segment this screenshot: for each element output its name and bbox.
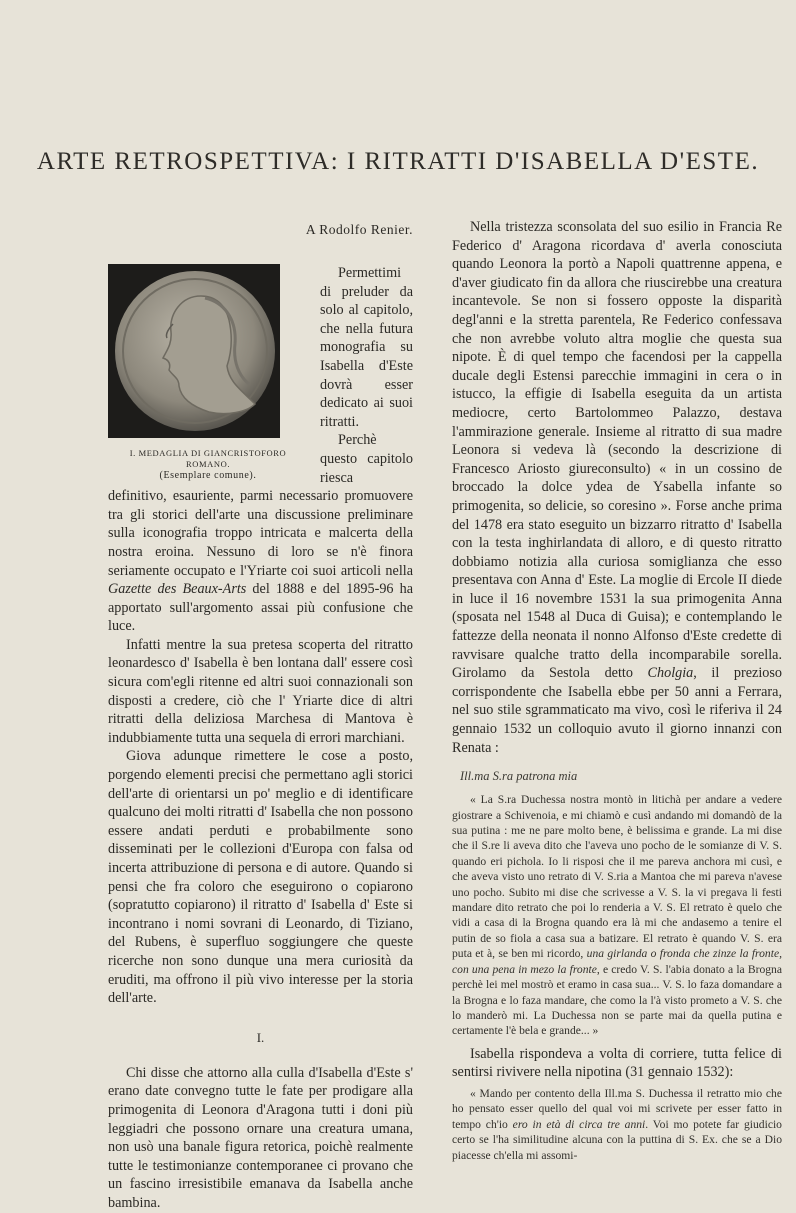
caption-line-2: ROMANO.: [185, 459, 231, 469]
medal-image: [109, 266, 279, 436]
article-title: ARTE RETROSPETTIVA: I RITRATTI D'ISABELLA D'ESTE.: [36, 148, 760, 175]
letter-quote-1: « La S.ra Duchessa nostra montò in litichà per andare a vedere giostrare a Schivenoia, e mi chiamò e cusì andando mi domandò de la sua putina : me ne pare molto bene, è belissima e grande. La mi dise che il S.re li aveva dito che l'aveva uno pocho de le somianze di V. S. quando eri pichola. Io li risposi che il me pareva anchora mi cusì, e che aveva visto uno retrato di V. S.ria a Mantoa che mi pareva n'avese uno pocho. Subito mi dise che scrivesse a V. S. la vi pregava li festi mandare dito retrato che poi lo renderia a V. S. El retrato è quelo che vidi a casa di la Brogna quando era là mi che andasemo a tenire el putin de so fiola a casa sua a batizare. El retrato è quando V. S. era puta et à, se ben mi ricordo, una girlanda o fronda che zinze la fronte, con una pena in mezo la fronte, e credo V. S. l'abia donato a la Brogna perchè lei mel mostrò et eramo in casa sua... V. S. lo faza domandare a la Brogna e lo faza mandare, che como la l'à visto prometo a V. S. che lo manderò mi. La Duchessa non se parte mai da quella putina e certamente l'è bela e grande... »: [452, 793, 783, 1038]
right-paragraph-1: Nella tristezza sconsolata del suo esilio in Francia Re Federico d' Aragona ricordava d' averla conosciuta quando Leonora la portò a Napoli quattrenne appena, e d'aver giudicato fin da allora che riuscirebbe una creatura incantevole. Se non si fossero opposte la disparità degl'anni e la stretta parentela, Re Federico confessava che non avrebbe voluto altra moglie che questa sua nipote. È di quel tempo che facendosi per la cappella ducale degli Estensi parecchie immagini in cera o in istucco, la effigie di Isabella eseguita da un artista mediocre, certo Bartolommeo Palazzo, destava l'ammirazione generale. Insieme al ritratto di sua madre Leonora si vedeva là (secondo la descrizione di Francesco Ariosto giureconsulto) « in un cossino de broccado la dolce ydea de Ysabella infante so primogenita, so delicie, so coresino ». Forse anche prima del 1478 era stato eseguito un bizzarro ritratto d' Isabella con la testa inghirlandata di alloro, e di questo ritratto dobbiamo notizia alla curiosa somiglianza che esso presentava con Anna d' Este. La moglie di Ercole II diede in luce il 16 novembre 1531 la sua primogenita Anna (sposata nel 1548 al Duca di Guisa); e contemplando le fattezze della neonata il nonno Alfonso d'Este credette di ravvisare qualche tratto della incomparabile sorella. Girolamo da Sestola detto Cholgia, il prezioso corrispondente che Isabella ebbe per 50 anni a Ferrara, nel suo stile sgrammaticato ma vivo, così le riferiva il 24 gennaio 1532 un colloquio avuto il giorno innanzi con Renata :: [452, 219, 782, 756]
figure-caption: [108, 448, 308, 482]
left-paragraph-1: Permettimi di preluder da solo al capitolo, che nella futura monografia su Isabella d'Este dovrà esser dedicato ai suoi ritratti.: [320, 265, 413, 430]
left-paragraph-4: Giova adunque rimettere le cose a posto, porgendo elementi precisi che permettano agli storici dell'arte di orientarsi un po' meglio e di identificare qualcuno dei molti ritratti d' Isabella che non possono essere andati perduti e probabilmente sono disseminati per le collezioni d'Europa con falsa od incerta attribuzione di persona e di autore. Quando si pensi che fra coloro che eseguirono o copiarono (sopratutto copiarono) il ritratto d' Isabella d' Este si incontrano i nomi sovrani di Leonardo, di Tiziano, del Rubens, è superfluo soggiungere che queste ricerche non sono dunque una mera curiosità da eruditi, ma offrono il più vivo interesse per la storia dell'arte.: [108, 748, 413, 1007]
left-paragraph-2: Perchè questo capitolo riesca definitivo, esauriente, parmi necessario promuovere tra gli storici dell'arte una discussione preliminare sulla iconografia troppo intricata e malcerta della nostra eroina. Nessuno di loro se n'è finora seriamente occupato e l'Yriarte coi suoi articoli nella Gazette des Beaux-Arts del 1888 e del 1895-96 ha apportato sull'argomento assai più confusione che luce.: [108, 432, 414, 635]
letter-salutation: Ill.ma S.ra patrona mia: [460, 769, 578, 784]
left-column: [108, 218, 413, 1213]
caption-line-3: (Esemplare comune).: [159, 470, 257, 481]
right-paragraph-2: Isabella rispondeva a volta di corriere, tutta felice di sentirsi rivivere nella nipotina (31 gennaio 1532):: [452, 1045, 782, 1081]
letter-quote-2: « Mando per contento della Ill.ma S. Duchessa il retratto mio che ho pensato esser quello del qual voi mi scrivete per esser fatto in tempo ch'io ero in età di circa tre anni. Voi mo potete far giudicio certo se l'ha similitudine alcuna con la puttina di S. Ex. che se a Dio piacesse ch'ella mi assomi-: [452, 1086, 782, 1162]
section-number: I.: [256, 1029, 265, 1045]
dedication: A Rodolfo Renier.: [305, 222, 413, 237]
medal-figure: [108, 264, 308, 482]
left-paragraph-3: Infatti mentre la sua pretesa scoperta del ritratto leonardesco d' Isabella è ben lontana dall' essere così sicura com'egli ritenne ed altri suoi connazionali son disposti a credere, ciò che l' Yriarte dice di altri ritratti della deliziosa Marchesa di Mantova è indubbiamente tutta una sequela di errori marchiani.: [108, 636, 413, 746]
right-column: [452, 218, 782, 1163]
medal-photo: [108, 264, 280, 438]
left-paragraph-5: Chi disse che attorno alla culla d'Isabella d'Este s' erano date convegno tutte le fate per prodigare alla primogenita di Leonora d'Aragona tutti i doni più leggiadri che possono ornare una creatura umana, non usò una banale figura retorica, poichè realmente tutte le testimonianze contemporanee ci provano che un fascino irresistibile emanava da Isabella anche bambina.: [108, 1064, 413, 1211]
caption-line-1: I. MEDAGLIA DI GIANCRISTOFORO: [129, 448, 287, 458]
